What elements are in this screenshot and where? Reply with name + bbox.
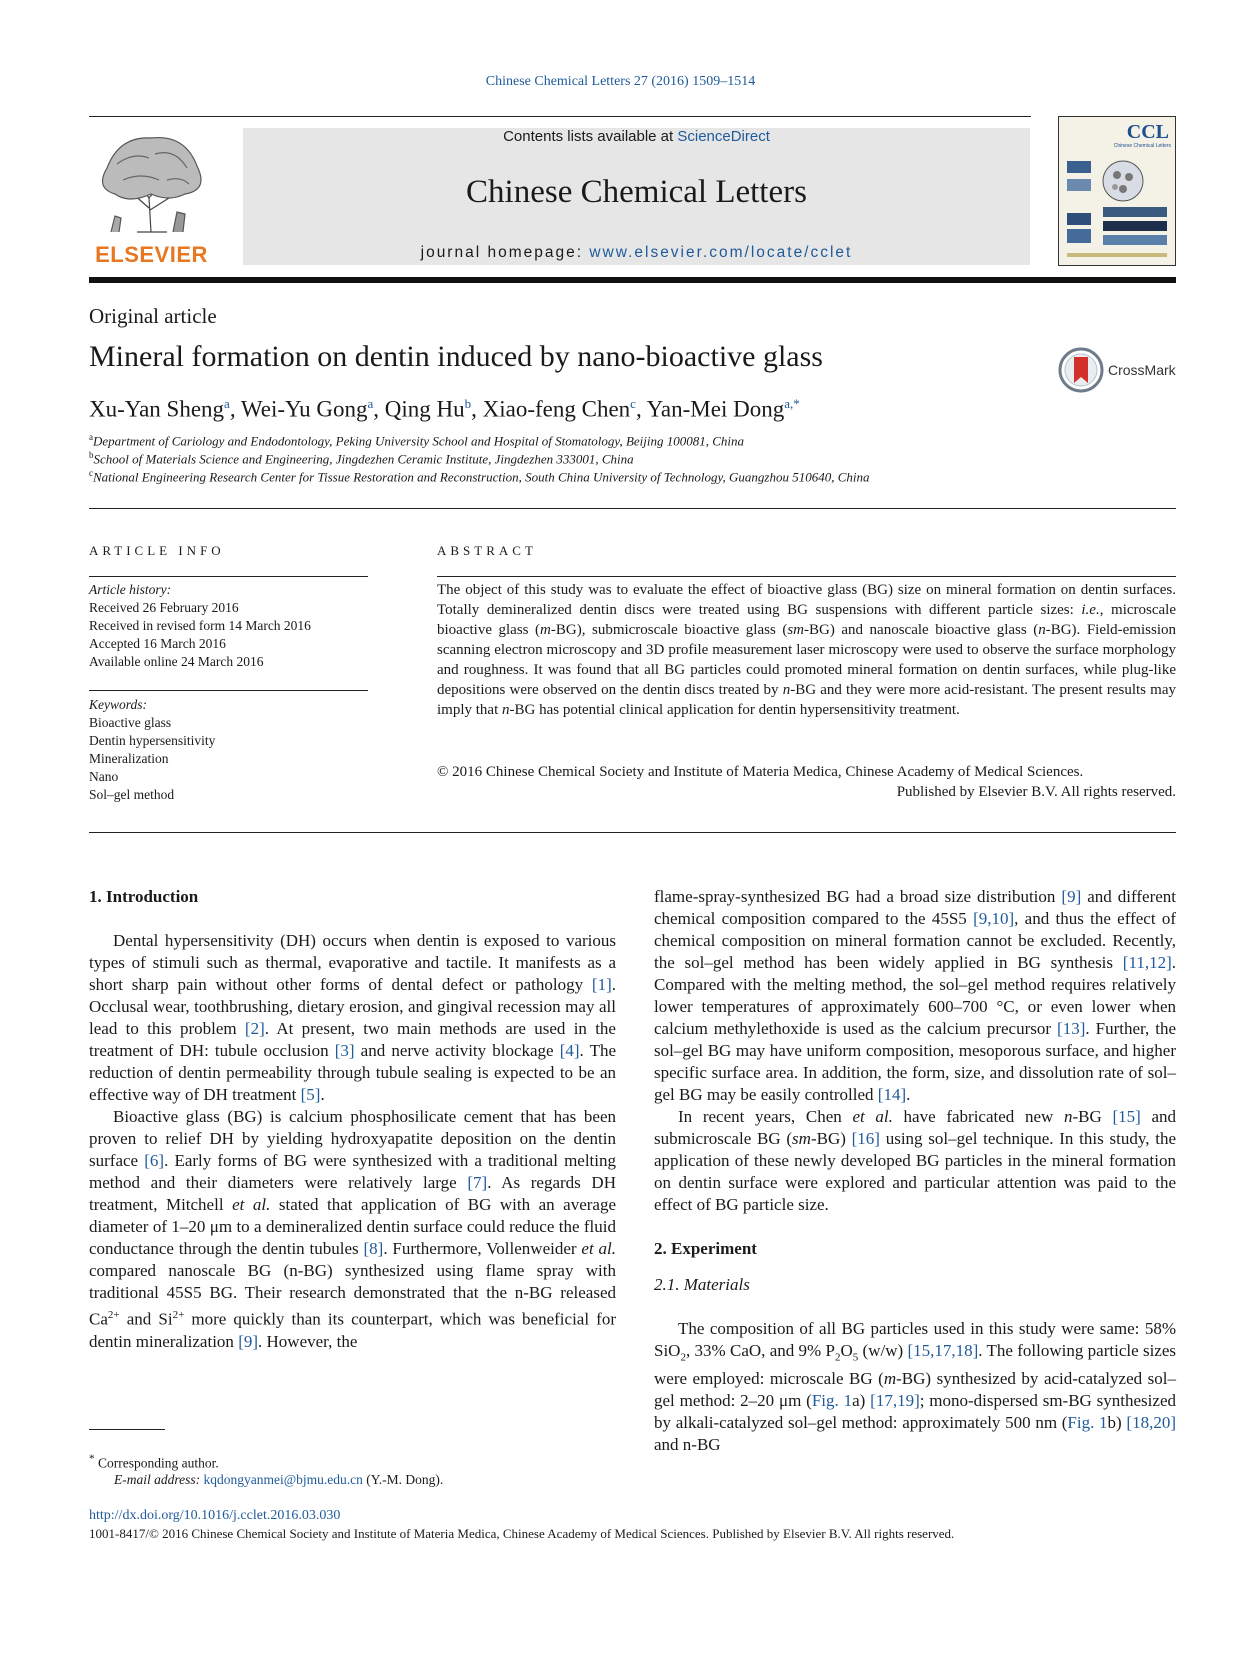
citation-link[interactable]: [6] bbox=[144, 1151, 165, 1170]
author-name: Wei-Yu Gong bbox=[240, 396, 368, 422]
tree-icon bbox=[89, 128, 214, 236]
affiliation-text: National Engineering Research Center for Tissue Restoration and Reconstruction, South China University of Technology, Guangzhou 510640, China bbox=[93, 469, 870, 485]
homepage-link[interactable]: www.elsevier.com/locate/cclet bbox=[589, 244, 853, 261]
citation-link[interactable]: [3] bbox=[334, 1041, 355, 1060]
citation-link[interactable]: [7] bbox=[467, 1173, 488, 1192]
cover-subtitle: Chinese Chemical Letters bbox=[1113, 143, 1171, 149]
author-affil-link[interactable]: a,* bbox=[784, 396, 800, 411]
journal-name: Chinese Chemical Letters bbox=[466, 174, 807, 210]
citation-link[interactable]: [1] bbox=[591, 975, 612, 994]
abstract-rule bbox=[437, 576, 1176, 577]
journal-cover-thumbnail[interactable] bbox=[1058, 116, 1176, 266]
citation-link[interactable]: [16] bbox=[851, 1129, 880, 1148]
footnote-marker: * bbox=[89, 1453, 95, 1465]
article-title: Mineral formation on dentin induced by nano-bioactive glass bbox=[89, 340, 823, 373]
citation-link[interactable]: [9,10] bbox=[973, 909, 1015, 928]
section-heading: 2. Experiment bbox=[654, 1239, 757, 1258]
subsection-heading: 2.1. Materials bbox=[654, 1275, 750, 1294]
author-separator: , bbox=[471, 396, 483, 422]
section-rule bbox=[89, 832, 1176, 833]
body-paragraph: Dental hypersensitivity (DH) occurs when dentin is exposed to various types of stimuli such as thermal, evaporative and tactile. It manifests as a short sharp pain without other forms of dental defect or pathology [1]. Occlusal wear, toothbrushing, dietary erosion, and gingival recession may all lead to this problem [2]. At present, two main methods are used in the treatment of DH: tubule occlusion [3] and nerve activity blockage [4]. The reduction of dentin permeability through tubule sealing is expected to be an effective way of DH treatment [5]. bbox=[89, 931, 616, 1104]
author-separator: , bbox=[635, 396, 647, 422]
author-name: Qing Hu bbox=[384, 396, 465, 422]
keyword: Bioactive glass bbox=[89, 715, 172, 730]
doi-link[interactable]: http://dx.doi.org/10.1016/j.cclet.2016.03.030 bbox=[89, 1508, 341, 1523]
keywords-label: Keywords: bbox=[89, 697, 147, 712]
homepage-prefix: journal homepage: bbox=[420, 244, 590, 261]
received-date: Received 26 February 2016 bbox=[89, 600, 239, 615]
section-heading: 1. Introduction bbox=[89, 887, 199, 906]
issn-copyright: 1001-8417/© 2016 Chinese Chemical Society and Institute of Materia Medica, Chinese Academy of Medical Sciences. Published by Elsevier B.V. All rights reserved. bbox=[89, 1526, 955, 1541]
figure-link[interactable]: Fig. 1 bbox=[811, 1391, 853, 1411]
article-info-rule bbox=[89, 576, 368, 577]
citation-link[interactable]: [14] bbox=[877, 1085, 907, 1104]
citation-link[interactable]: [9] bbox=[238, 1331, 259, 1351]
history-label: Article history: bbox=[89, 582, 172, 597]
author-affil-link[interactable]: b bbox=[464, 396, 472, 411]
keyword: Nano bbox=[89, 769, 119, 784]
citation-link[interactable]: [17,19] bbox=[870, 1391, 920, 1411]
body-paragraph: In recent years, Chen et al. have fabricated new n-BG [15] and submicroscale BG (sm-BG) [16] using sol–gel technique. In this study, the application of these newly developed BG particles in the mineral formation on dentin surface were explored and particular attention was paid to the effect of BG particle size. bbox=[654, 1107, 1177, 1214]
affiliation-marker: b bbox=[89, 450, 94, 460]
email-link[interactable]: kqdongyanmei@bjmu.edu.cn bbox=[203, 1472, 363, 1487]
body-column-left bbox=[89, 886, 616, 1353]
journal-reference-link[interactable]: Chinese Chemical Letters 27 (2016) 1509–1514 bbox=[485, 74, 756, 89]
cover-title: CCL bbox=[1126, 121, 1169, 143]
crossmark-badge[interactable] bbox=[1058, 347, 1176, 393]
keyword: Sol–gel method bbox=[89, 787, 175, 802]
affiliation-text: School of Materials Science and Engineering, Jingdezhen Ceramic Institute, Jingdezhen 333001, China bbox=[93, 451, 634, 467]
footnote-corresponding: * Corresponding author. bbox=[89, 1453, 219, 1471]
affiliation bbox=[89, 450, 634, 467]
footnote-email: E-mail address: kqdongyanmei@bjmu.edu.cn (Y.-M. Dong). bbox=[114, 1472, 444, 1487]
keyword: Mineralization bbox=[89, 751, 169, 766]
section-rule bbox=[89, 508, 1176, 509]
revised-date: Received in revised form 14 March 2016 bbox=[89, 618, 311, 633]
body-paragraph: The composition of all BG particles used in this study were same: 58% SiO$_2$, 33% CaO, and 9% $P_2O_5$ (w/w) [15,17,18]. The following particle sizes were employed: microscale BG (m-BG) synthesized by acid-catalyzed sol–gel method: 2–20 μm (Fig. 1a) [17,19]; mono-dispersed sm-BG synthesized by alkali-catalyzed sol–gel method: approximately 500 nm (Fig. 1b) [18,20] and n-BG bbox=[654, 1319, 1176, 1455]
cover-art-icon bbox=[1059, 117, 1176, 266]
author-name: Xiao-feng Chen bbox=[482, 396, 631, 422]
header-rule bbox=[89, 116, 1031, 117]
body-column-right bbox=[654, 886, 1176, 1456]
contents-line bbox=[243, 128, 1030, 145]
author-affil-link[interactable]: a bbox=[224, 396, 230, 411]
body-paragraph: Bioactive glass (BG) is calcium phosphosilicate cement that has been proven to relief DH by yielding hydroxyapatite deposition on the dentin surface [6]. Early forms of BG were synthesized with a traditional melting method and their diameters were relatively large [7]. As regards DH treatment, Mitchell et al. stated that application of BG with an average diameter of 1–20 μm to a demineralized dentin surface could reduce the fluid conductance through the dentin tubules [8]. Furthermore, Vollenweider et al. compared nanoscale BG (n-BG) synthesized using flame spray with traditional 45S5 BG. Their research demonstrated that the n-BG released $Ca^{2+}$ and $Si^{2+}$ more quickly than its counterpart, which was beneficial for dentin mineralization [9]. However, the bbox=[89, 1107, 617, 1351]
elsevier-logo[interactable] bbox=[89, 128, 214, 268]
homepage-line bbox=[243, 244, 1030, 262]
crossmark-label: CrossMark bbox=[1108, 362, 1176, 378]
header-thick-rule bbox=[89, 277, 1176, 283]
article-info-rule bbox=[89, 690, 368, 691]
article-type: Original article bbox=[89, 304, 217, 328]
author-affil-link[interactable]: c bbox=[630, 396, 636, 411]
journal-banner bbox=[243, 128, 1030, 265]
citation-link[interactable]: [5] bbox=[300, 1085, 321, 1104]
copyright-line: Published by Elsevier B.V. All rights reserved. bbox=[896, 784, 1176, 800]
author-separator: , bbox=[229, 396, 241, 422]
citation-link[interactable]: [15,17,18] bbox=[907, 1341, 979, 1360]
abstract-text: The object of this study was to evaluate the effect of bioactive glass (BG) size on mineral formation on dentin surfaces. Totally demineralized dentin discs were treated using BG suspensions with different particle sizes: i.e., microscale bioactive glass (m-BG), submicroscale bioactive glass (sm-BG) and nanoscale bioactive glass (n-BG). Field-emission scanning electron microscopy and 3D profile measurement laser microscopy were used to observe the surface morphology and roughness. It was found that all BG particles could promoted mineral formation on dentin surfaces, while plug-like depositions were observed on the dentin discs treated by n-BG and they were more acid-resistant. The present results may imply that n-BG has potential clinical application for dentin hypersensitivity treatment. bbox=[437, 582, 1177, 718]
affiliation-marker: c bbox=[89, 468, 93, 478]
figure-link[interactable]: Fig. 1 bbox=[1067, 1413, 1108, 1433]
author-name: Yan-Mei Dong bbox=[646, 396, 785, 422]
citation-link[interactable]: [13] bbox=[1057, 1019, 1086, 1038]
copyright-line: © 2016 Chinese Chemical Society and Institute of Materia Medica, Chinese Academy of Medical Sciences. bbox=[437, 764, 1084, 780]
author-list bbox=[89, 396, 800, 423]
affiliation bbox=[89, 432, 744, 449]
footnote-rule bbox=[89, 1429, 165, 1430]
accepted-date: Accepted 16 March 2016 bbox=[89, 636, 226, 651]
contents-prefix: Contents lists available at bbox=[503, 128, 678, 145]
abstract-heading: ABSTRACT bbox=[437, 543, 537, 558]
citation-link[interactable]: [9] bbox=[1061, 887, 1082, 906]
keyword: Dentin hypersensitivity bbox=[89, 733, 216, 748]
affiliation-text: Department of Cariology and Endodontology, Peking University School and Hospital of Stomatology, Beijing 100081, China bbox=[93, 433, 745, 449]
citation-link[interactable]: [18,20] bbox=[1126, 1413, 1176, 1433]
online-date: Available online 24 March 2016 bbox=[89, 654, 264, 669]
citation-link[interactable]: [11,12] bbox=[1122, 953, 1172, 972]
author-affil-link[interactable]: a bbox=[367, 396, 374, 411]
affiliation bbox=[89, 468, 869, 485]
body-paragraph: flame-spray-synthesized BG had a broad size distribution [9] and different chemical composition compared to the 45S5 [9,10], and thus the effect of chemical composition on mineral formation cannot be excluded. Recently, the sol–gel method has been widely applied in BG synthesis [11,12]. Compared with the melting method, the sol–gel method requires relatively lower temperatures of approximately 600–700 °C, or even lower when calcium methylethoxide is used as the calcium precursor [13]. Further, the sol–gel BG may have uniform composition, mesoporous surface, and higher specific surface area. In addition, the form, size, and dissolution rate of sol–gel BG may be easily controlled [14]. bbox=[654, 887, 1177, 1104]
citation-link[interactable]: [15] bbox=[1112, 1107, 1141, 1126]
citation-link[interactable]: [4] bbox=[559, 1041, 580, 1060]
citation-link[interactable]: [8] bbox=[363, 1239, 384, 1258]
affiliation-marker: a bbox=[89, 432, 93, 442]
author-separator: , bbox=[373, 396, 385, 422]
article-info-heading: ARTICLE INFO bbox=[89, 543, 225, 558]
sciencedirect-link[interactable]: ScienceDirect bbox=[677, 128, 770, 145]
citation-link[interactable]: [2] bbox=[244, 1019, 265, 1038]
author-name: Xu-Yan Sheng bbox=[89, 396, 225, 422]
crossmark-icon bbox=[1058, 347, 1104, 393]
elsevier-wordmark: ELSEVIER bbox=[95, 242, 208, 267]
